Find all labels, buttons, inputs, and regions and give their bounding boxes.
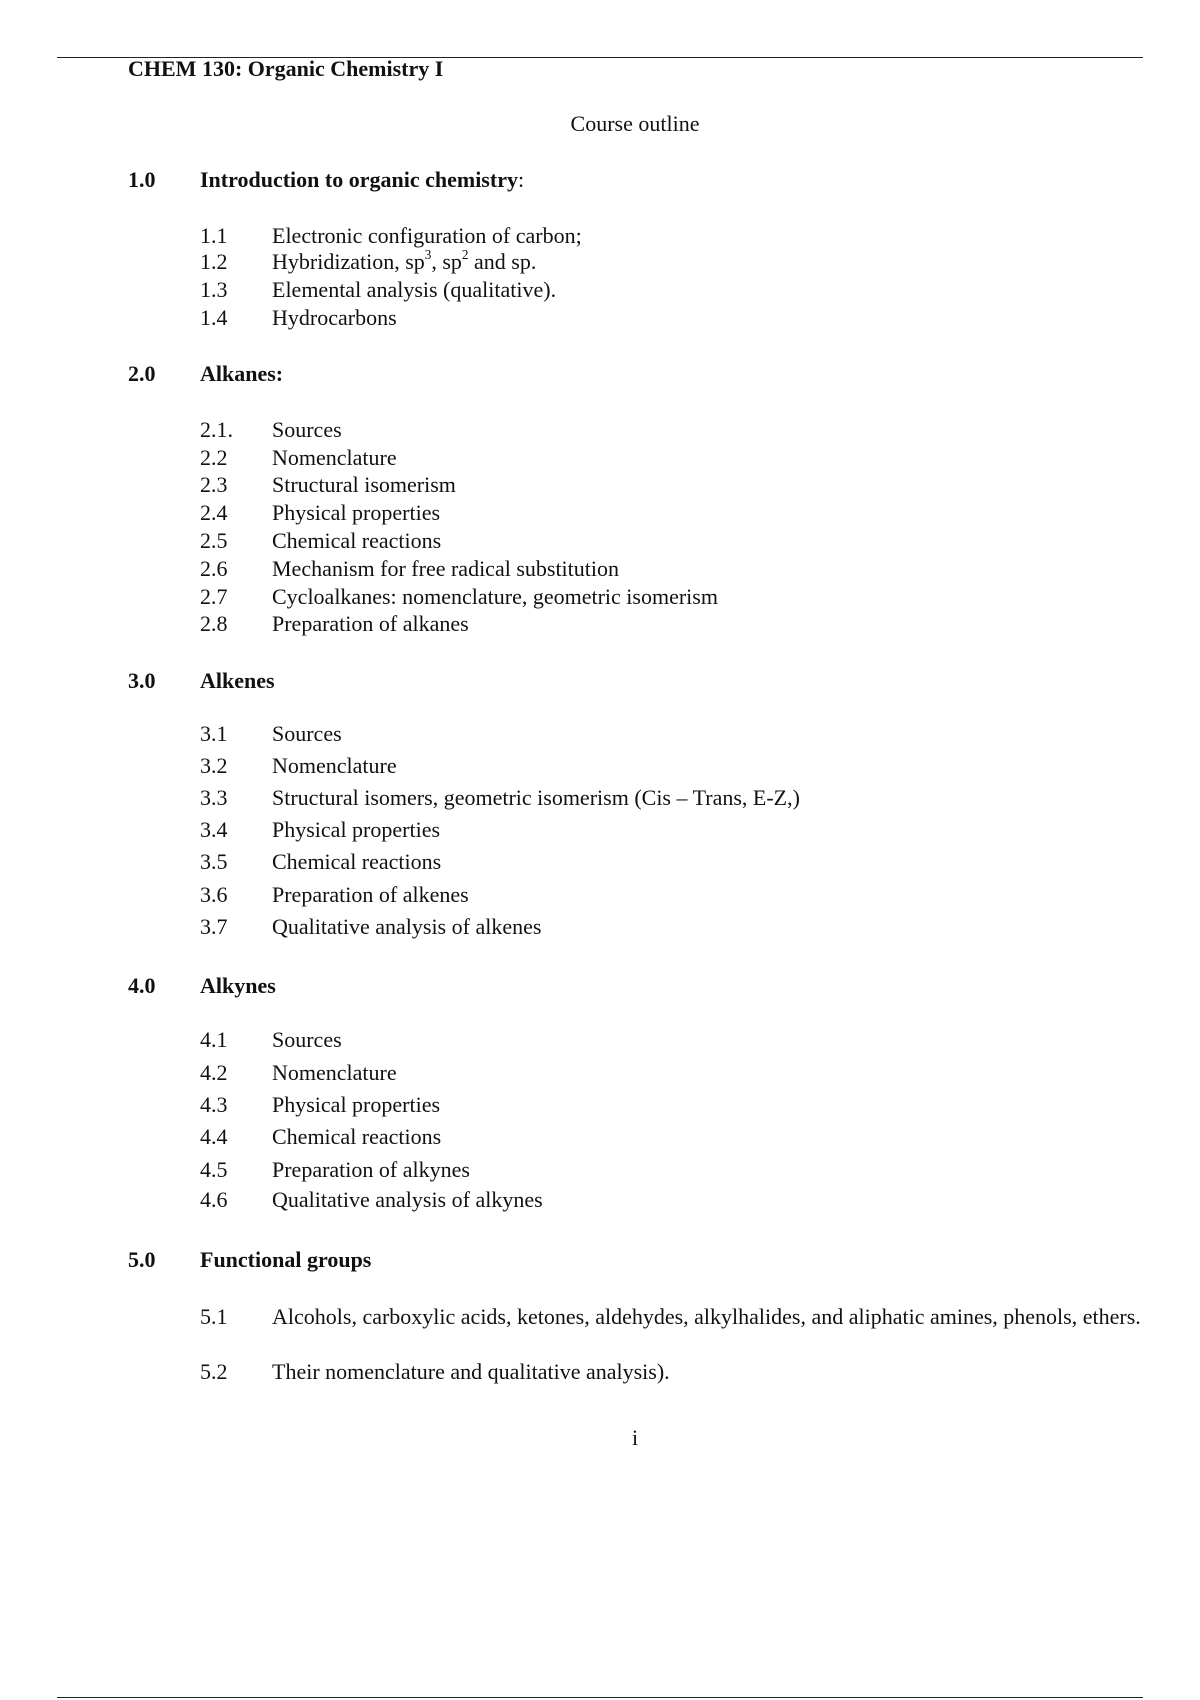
item-text: Preparation of alkynes bbox=[272, 1157, 470, 1182]
item-number: 4.6 bbox=[200, 1187, 228, 1212]
item-text: Nomenclature bbox=[272, 445, 397, 470]
item-number: 4.5 bbox=[200, 1157, 228, 1182]
item-number: 4.2 bbox=[200, 1060, 228, 1085]
item-number: 4.1 bbox=[200, 1027, 228, 1052]
item-number: 5.2 bbox=[200, 1359, 228, 1384]
item-text: Elemental analysis (qualitative). bbox=[272, 277, 557, 302]
item-text: Qualitative analysis of alkynes bbox=[272, 1187, 543, 1212]
item-text: Physical properties bbox=[272, 1092, 441, 1117]
bottom-rule bbox=[57, 1697, 1143, 1698]
item-number: 5.1 bbox=[200, 1304, 228, 1329]
page-number: i bbox=[631, 1425, 639, 1450]
item-text: Hydrocarbons bbox=[272, 305, 397, 330]
item-number: 2.5 bbox=[200, 528, 228, 553]
item-text: Electronic configuration of carbon; bbox=[272, 223, 582, 248]
item-number: 3.6 bbox=[200, 882, 228, 907]
item-number: 3.2 bbox=[200, 753, 228, 778]
page-subtitle: Course outline bbox=[570, 111, 700, 136]
item-text: Structural isomers, geometric isomerism (Cis – Trans, E-Z,) bbox=[272, 785, 800, 810]
item-text: Alcohols, carboxylic acids, ketones, aldehydes, alkylhalides, and aliphatic amines, phenols, ethers. bbox=[272, 1304, 1141, 1329]
course-title: CHEM 130: Organic Chemistry I bbox=[128, 56, 444, 81]
item-text: Sources bbox=[272, 417, 342, 442]
item-text: Chemical reactions bbox=[272, 1124, 442, 1149]
item-number: 3.5 bbox=[200, 849, 228, 874]
section-title: Alkenes bbox=[200, 668, 275, 693]
item-text: Nomenclature bbox=[272, 753, 397, 778]
item-number: 2.7 bbox=[200, 584, 228, 609]
section-title: Functional groups bbox=[200, 1247, 372, 1272]
item-number: 1.1 bbox=[200, 223, 228, 248]
section-number: 2.0 bbox=[128, 361, 156, 386]
item-number: 2.1. bbox=[200, 417, 233, 442]
item-text: Structural isomerism bbox=[272, 472, 456, 497]
item-text: Physical properties bbox=[272, 817, 441, 842]
section-number: 3.0 bbox=[128, 668, 156, 693]
item-number: 3.1 bbox=[200, 721, 228, 746]
item-number: 1.2 bbox=[200, 249, 228, 274]
section-number: 4.0 bbox=[128, 973, 156, 998]
item-number: 2.6 bbox=[200, 556, 228, 581]
item-text: Chemical reactions bbox=[272, 528, 442, 553]
item-text: Nomenclature bbox=[272, 1060, 397, 1085]
section-number: 5.0 bbox=[128, 1247, 156, 1272]
item-text: Chemical reactions bbox=[272, 849, 442, 874]
item-number: 2.3 bbox=[200, 472, 228, 497]
section-title: Alkynes bbox=[200, 973, 276, 998]
section-number: 1.0 bbox=[128, 167, 156, 192]
item-text: Preparation of alkanes bbox=[272, 611, 469, 636]
item-number: 2.4 bbox=[200, 500, 228, 525]
item-number: 4.4 bbox=[200, 1124, 228, 1149]
item-text: Sources bbox=[272, 721, 342, 746]
item-text: Qualitative analysis of alkenes bbox=[272, 914, 542, 939]
item-number: 1.3 bbox=[200, 277, 228, 302]
section-title: Alkanes: bbox=[200, 361, 284, 386]
item-text: Cycloalkanes: nomenclature, geometric isomerism bbox=[272, 584, 718, 609]
item-text: Preparation of alkenes bbox=[272, 882, 469, 907]
item-number: 2.2 bbox=[200, 445, 228, 470]
item-text: Their nomenclature and qualitative analysis). bbox=[272, 1359, 670, 1384]
item-number: 1.4 bbox=[200, 305, 228, 330]
item-text: Hybridization, $sp^3$, $sp^2$ and sp. bbox=[272, 247, 537, 274]
item-text: Mechanism for free radical substitution bbox=[272, 556, 620, 581]
item-number: 3.7 bbox=[200, 914, 228, 939]
item-number: 4.3 bbox=[200, 1092, 228, 1117]
item-number: 2.8 bbox=[200, 611, 228, 636]
item-number: 3.4 bbox=[200, 817, 228, 842]
item-text: Physical properties bbox=[272, 500, 441, 525]
section-title: Introduction to organic chemistry: bbox=[200, 167, 525, 192]
item-text: Sources bbox=[272, 1027, 342, 1052]
item-number: 3.3 bbox=[200, 785, 228, 810]
